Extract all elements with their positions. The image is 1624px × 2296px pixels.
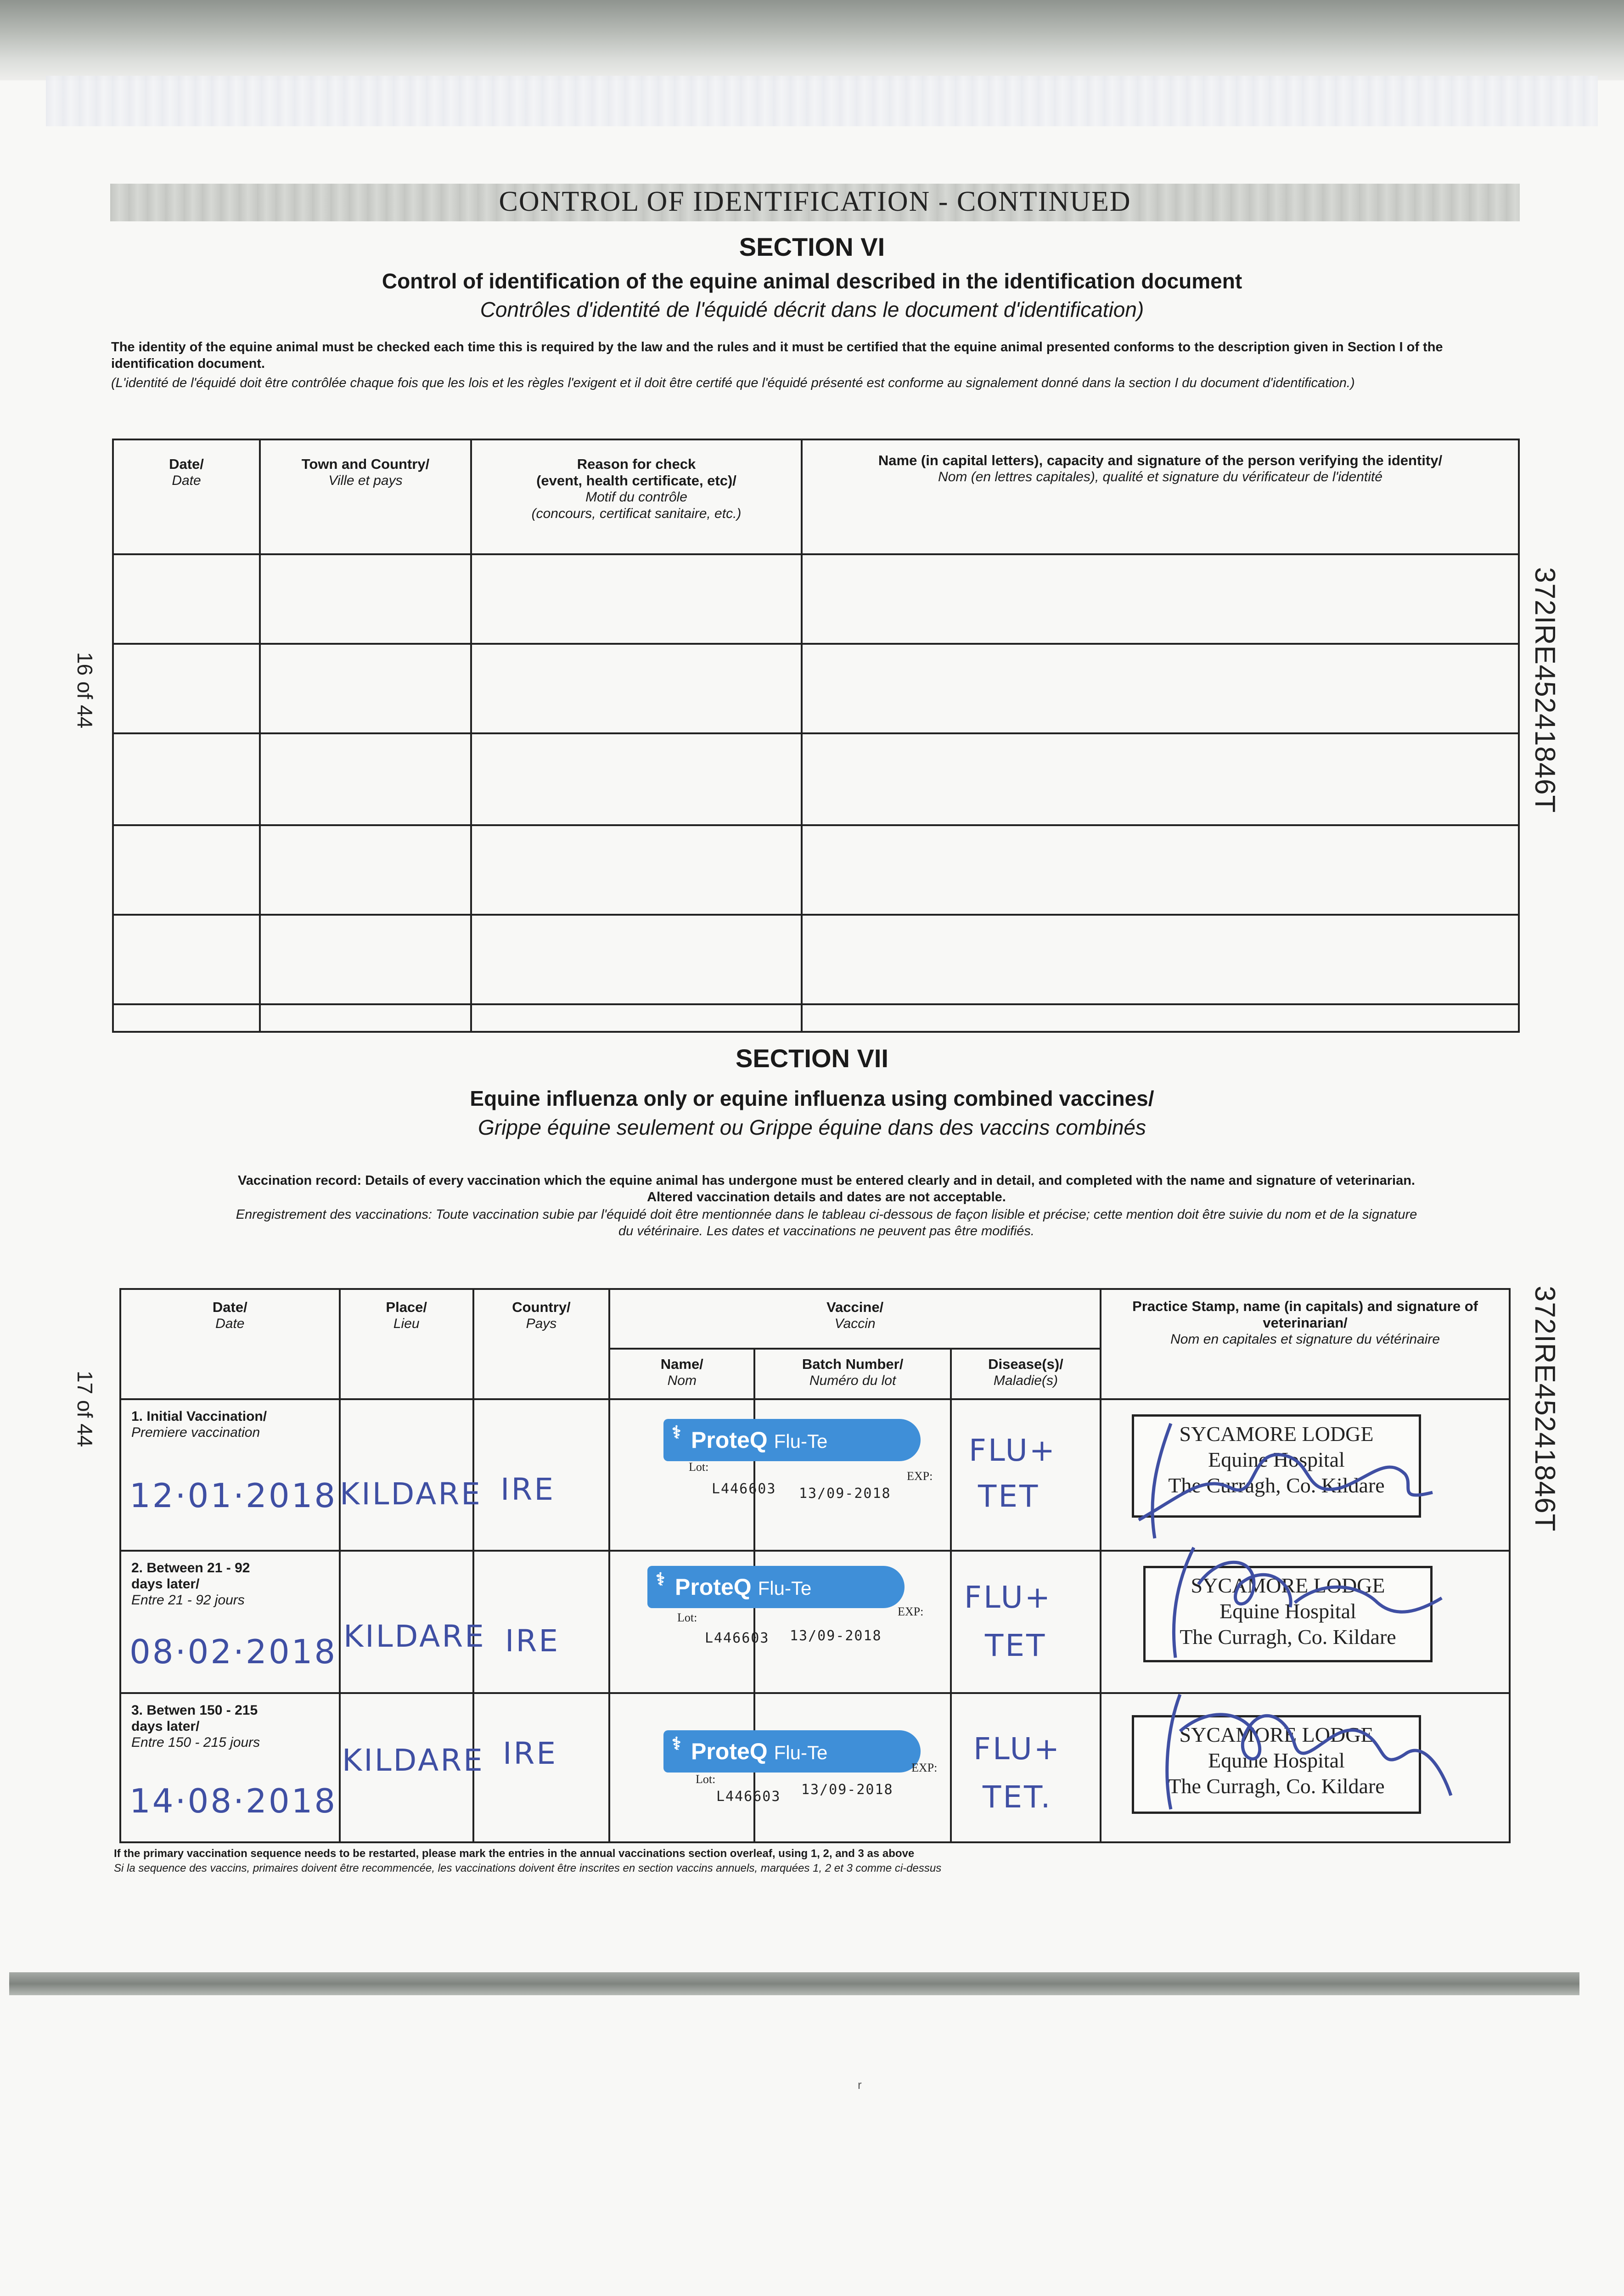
section7-note-fr2: du vétérinaire. Les dates et vaccinations ne peuvent pas être modifiés. bbox=[618, 1224, 1034, 1238]
page-mark: r bbox=[858, 2078, 862, 2092]
col-batch-fr: Numéro du lot bbox=[809, 1373, 896, 1388]
vacc-row-2-country: IRE bbox=[505, 1623, 560, 1659]
col-date bbox=[113, 439, 260, 554]
col-vacc-date bbox=[120, 1289, 340, 1399]
col-vaccine-fr: Vaccin bbox=[834, 1316, 876, 1331]
table-row bbox=[113, 915, 1519, 1004]
col-reason-en1: Reason for check bbox=[577, 456, 696, 472]
col-disease-fr: Maladie(s) bbox=[993, 1373, 1058, 1388]
footnote-en: If the primary vaccination sequence needs to be restarted, please mark the entries in the annual vaccinations section overleaf, using 1, 2, and 3 as above bbox=[114, 1847, 915, 1860]
col-vacc-date-fr: Date bbox=[215, 1316, 245, 1331]
col-vaccine-name bbox=[609, 1349, 754, 1399]
section6-note-fr: (L'identité de l'équidé doit être contrôlée chaque fois que les lois et les règles l'exigent et il doit être certifé que l'équidé présenté est conforme au signalement donné dans la section I du document d'identification.) bbox=[111, 376, 1355, 390]
vacc-row-3-date: 14·08·2018 bbox=[129, 1782, 337, 1820]
vacc-row-2-stamp-line3: The Curragh, Co. Kildare bbox=[1180, 1625, 1396, 1649]
section7-title: SECTION VII bbox=[736, 1044, 888, 1073]
col-practice-stamp-fr: Nom en capitales et signature du vétérinaire bbox=[1170, 1332, 1440, 1347]
col-vaccine-name-fr: Nom bbox=[667, 1373, 697, 1388]
col-vacc-country-fr: Pays bbox=[526, 1316, 557, 1331]
vacc-row-1-lot: L446603 bbox=[712, 1481, 776, 1497]
col-date-fr: Date bbox=[172, 473, 201, 488]
vacc-row-3-disease2: TET. bbox=[983, 1779, 1052, 1815]
vacc-row-2-exp-label: EXP: bbox=[898, 1605, 924, 1618]
col-vaccine bbox=[609, 1289, 1101, 1349]
syringe-icon: ⚕ bbox=[672, 1423, 681, 1442]
syringe-icon: ⚕ bbox=[656, 1570, 665, 1589]
vacc-row-3-signature bbox=[1120, 1676, 1469, 1823]
vacc-row-1-country: IRE bbox=[500, 1472, 556, 1507]
vacc-row-3-lot-label: Lot: bbox=[696, 1773, 716, 1786]
vacc-row-2-lot: L446603 bbox=[705, 1630, 770, 1646]
col-reason-fr2: (concours, certificat sanitaire, etc.) bbox=[531, 506, 742, 521]
vacc-row-2-stamp-line2: Equine Hospital bbox=[1219, 1599, 1356, 1623]
vacc-row-2-stamp-line1: SYCAMORE LODGE bbox=[1191, 1574, 1385, 1597]
section7-note-en1: Vaccination record: Details of every vaccination which the equine animal has undergone must be entered clearly and in detail, and completed with the name and signature of veterinarian. bbox=[238, 1173, 1415, 1188]
col-town-fr: Ville et pays bbox=[328, 473, 403, 488]
col-practice-stamp bbox=[1101, 1289, 1510, 1399]
vacc-row-1-lot-label: Lot: bbox=[689, 1460, 709, 1474]
vacc-row-2-label-en: 2. Between 21 - 92 days later/ bbox=[131, 1560, 250, 1592]
col-reason bbox=[471, 439, 802, 554]
col-date-en: Date/ bbox=[169, 456, 204, 472]
vacc-row-3-vaccine-label bbox=[663, 1730, 921, 1773]
table-row bbox=[113, 1004, 1519, 1032]
col-vaccine-en: Vaccine/ bbox=[826, 1299, 884, 1315]
col-vacc-date-en: Date/ bbox=[212, 1299, 247, 1315]
syringe-icon: ⚕ bbox=[672, 1734, 681, 1754]
section7-subtitle-en: Equine influenza only or equine influenza using combined vaccines/ bbox=[470, 1086, 1154, 1110]
col-vacc-place-en: Place/ bbox=[386, 1299, 427, 1315]
col-vacc-place-fr: Lieu bbox=[393, 1316, 420, 1331]
vacc-row-1-disease1: FLU+ bbox=[969, 1433, 1057, 1468]
side-id-number-b: 372IRE45241846T bbox=[1529, 1286, 1561, 1532]
col-batch bbox=[754, 1349, 950, 1399]
vacc-row-1-date: 12·01·2018 bbox=[129, 1476, 337, 1515]
vacc-row-2-lot-label: Lot: bbox=[677, 1611, 697, 1624]
vacc-row-1-disease2: TET bbox=[978, 1479, 1040, 1514]
table-row bbox=[113, 644, 1519, 733]
vacc-row-2-place: KILDARE bbox=[343, 1619, 486, 1654]
vacc-row-2-date: 08·02·2018 bbox=[129, 1632, 337, 1671]
scan-noise-band bbox=[46, 76, 1598, 126]
vacc-row-1-vaccine-label bbox=[663, 1419, 921, 1461]
vacc-row-2-exp: 13/09-2018 bbox=[790, 1628, 882, 1644]
section7-note-en2: Altered vaccination details and dates are not acceptable. bbox=[647, 1190, 1006, 1204]
vacc-row-3-stamp-line1: SYCAMORE LODGE bbox=[1179, 1723, 1374, 1746]
scan-edge-bottom bbox=[9, 1972, 1579, 1995]
col-town bbox=[260, 439, 471, 554]
vacc-row-3-product: Flu-Te bbox=[774, 1742, 828, 1763]
vacc-row-3-stamp-line2: Equine Hospital bbox=[1208, 1749, 1345, 1772]
col-disease bbox=[951, 1349, 1101, 1399]
col-vacc-country bbox=[473, 1289, 609, 1399]
col-vacc-country-en: Country/ bbox=[512, 1299, 571, 1315]
table-row bbox=[113, 825, 1519, 915]
vacc-row-1-date-cell bbox=[120, 1399, 340, 1551]
col-batch-en: Batch Number/ bbox=[802, 1356, 904, 1372]
scan-edge-top bbox=[0, 0, 1624, 80]
vacc-row-1-stamp-line2: Equine Hospital bbox=[1208, 1448, 1345, 1471]
vacc-row-1-exp: 13/09-2018 bbox=[799, 1486, 891, 1502]
col-reason-fr1: Motif du contrôle bbox=[585, 490, 687, 505]
vacc-row-3-exp: 13/09-2018 bbox=[801, 1782, 893, 1798]
vacc-row-3-lot: L446603 bbox=[716, 1789, 781, 1805]
vacc-row-2-disease1: FLU+ bbox=[964, 1580, 1052, 1615]
section6-subtitle-fr: Contrôles d'identité de l'équidé décrit dans le document d'identification) bbox=[480, 298, 1144, 321]
col-vacc-place bbox=[340, 1289, 473, 1399]
vacc-row-1-product: Flu-Te bbox=[774, 1430, 828, 1452]
vacc-row-2-disease2: TET bbox=[985, 1628, 1047, 1663]
col-town-en: Town and Country/ bbox=[301, 456, 430, 472]
identity-check-table bbox=[112, 439, 1520, 1033]
side-page-number-b: 17 of 44 bbox=[73, 1371, 97, 1447]
vacc-row-1-stamp-line1: SYCAMORE LODGE bbox=[1179, 1422, 1374, 1446]
vacc-row-2-signature bbox=[1120, 1534, 1469, 1671]
section6-note-en: The identity of the equine animal must be checked each time this is required by the law and the rules and it must be certified that the equine animal presented conforms to the description given in Section I of the identification document. bbox=[111, 340, 1443, 371]
section6-title: SECTION VI bbox=[739, 232, 885, 261]
vacc-row-1-exp-label: EXP: bbox=[907, 1469, 933, 1483]
section7-note-fr1: Enregistrement des vaccinations: Toute vaccination subie par l'équidé doit être mentionnée dans le tableau ci-dessous de façon lisible et précise; cette mention doit être suivie du nom et de la signature bbox=[236, 1207, 1417, 1222]
vacc-row-2-vaccine-label bbox=[647, 1566, 905, 1608]
vacc-row-2-label-fr: Entre 21 - 92 jours bbox=[131, 1593, 245, 1608]
vacc-row-1-brand: ProteQ bbox=[691, 1427, 768, 1453]
vacc-row-1-label-fr: Premiere vaccination bbox=[131, 1425, 260, 1440]
col-vaccine-name-en: Name/ bbox=[660, 1356, 703, 1372]
table-row bbox=[113, 554, 1519, 644]
vacc-row-3-brand: ProteQ bbox=[691, 1739, 768, 1764]
section6-subtitle-en: Control of identification of the equine animal described in the identification document bbox=[382, 269, 1242, 293]
vacc-row-3-disease1: FLU+ bbox=[973, 1731, 1062, 1767]
side-id-number-a: 372IRE45241846T bbox=[1529, 567, 1561, 813]
vacc-row-3-country: IRE bbox=[503, 1736, 558, 1771]
vacc-row-1-label-en: 1. Initial Vaccination/ bbox=[131, 1409, 267, 1424]
col-verifier-en: Name (in capital letters), capacity and signature of the person verifying the identity/ bbox=[878, 452, 1443, 468]
vacc-row-1-place: KILDARE bbox=[340, 1476, 482, 1512]
vacc-row-3-stamp-line3: The Curragh, Co. Kildare bbox=[1168, 1774, 1385, 1798]
col-verifier-fr: Nom (en lettres capitales), qualité et signature du vérificateur de l'identité bbox=[938, 469, 1382, 484]
col-disease-en: Disease(s)/ bbox=[988, 1356, 1063, 1372]
vacc-row-1-stamp-line3: The Curragh, Co. Kildare bbox=[1168, 1474, 1385, 1497]
col-verifier bbox=[802, 439, 1519, 554]
col-practice-stamp-en: Practice Stamp, name (in capitals) and signature of veterinarian/ bbox=[1132, 1298, 1478, 1331]
side-page-number-a: 16 of 44 bbox=[73, 652, 97, 729]
footnote-fr: Si la sequence des vaccins, primaires doivent être recommencée, les vaccinations doivent être inscrites en section vaccins annuels, marquées 1, 2 et 3 comme ci-dessus bbox=[114, 1862, 942, 1874]
vacc-row-2-product: Flu-Te bbox=[758, 1577, 812, 1599]
vacc-row-3-label-fr: Entre 150 - 215 jours bbox=[131, 1735, 260, 1750]
page-heading: CONTROL OF IDENTIFICATION - CONTINUED bbox=[499, 186, 1131, 217]
vacc-row-2-brand: ProteQ bbox=[675, 1574, 752, 1600]
col-reason-en2: (event, health certificate, etc)/ bbox=[536, 473, 736, 489]
section7-subtitle-fr: Grippe équine seulement ou Grippe équine dans des vaccins combinés bbox=[478, 1115, 1146, 1139]
vacc-row-2-date-cell bbox=[120, 1551, 340, 1693]
vacc-row-3-label-en: 3. Betwen 150 - 215 days later/ bbox=[131, 1703, 258, 1734]
vacc-row-3-exp-label: EXP: bbox=[911, 1761, 938, 1774]
vacc-row-3-place: KILDARE bbox=[342, 1743, 484, 1778]
table-row bbox=[113, 733, 1519, 825]
